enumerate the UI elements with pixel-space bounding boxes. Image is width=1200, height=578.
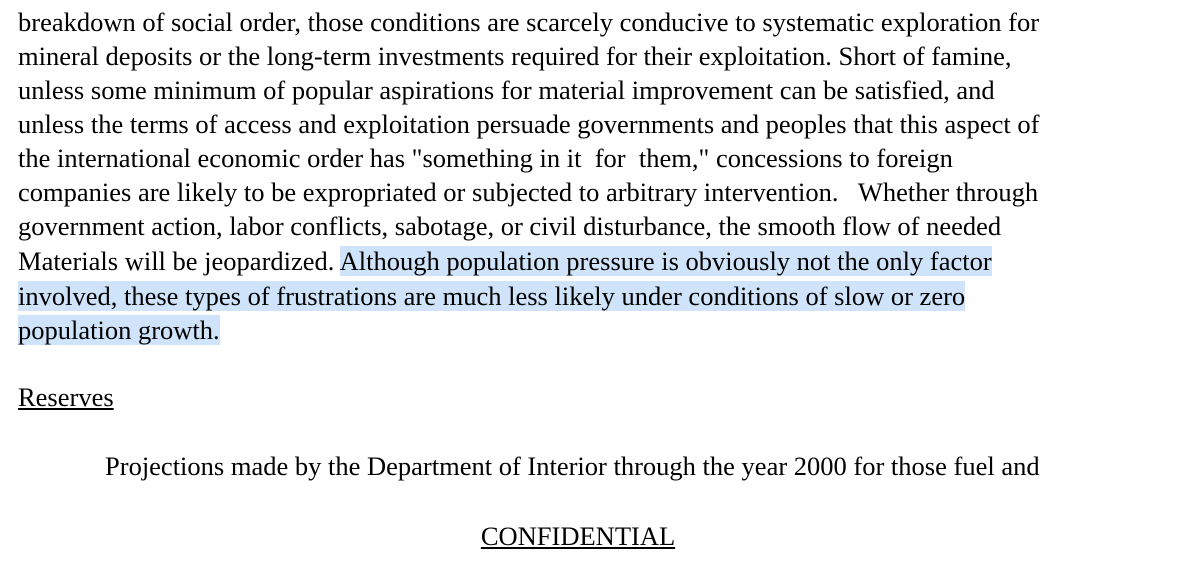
section-heading-reserves: Reserves [18, 382, 114, 412]
paragraph-line-3: unless some minimum of popular aspirations for material improvement can be satisfied, and [18, 75, 995, 105]
highlighted-text-start[interactable]: Although population pressure is obviously not the only factor [339, 246, 992, 276]
paragraph-line-4: unless the terms of access and exploitation persuade governments and peoples that this aspect of [18, 109, 1040, 139]
paragraph-line-5: the international economic order has "something in it for them," concessions to foreign [18, 143, 953, 173]
highlighted-text-end[interactable]: population growth. [18, 315, 220, 345]
paragraph-line-2: mineral deposits or the long-term investments required for their exploitation. Short of famine, [18, 41, 1012, 71]
classification-label: CONFIDENTIAL [480, 521, 676, 551]
classification-footer [0, 519, 1200, 553]
paragraph-line-10 [18, 313, 220, 347]
paragraph-line-8 [18, 244, 992, 278]
paragraph-line-9 [18, 279, 965, 313]
paragraph-line-7: government action, labor conflicts, sabotage, or civil disturbance, the smooth flow of needed [18, 211, 1002, 241]
paragraph-line-6: companies are likely to be expropriated or subjected to arbitrary intervention. Whether through [18, 177, 1039, 207]
paragraph-line-1: breakdown of social order, those conditions are scarcely conducive to systematic exploration for [18, 7, 1040, 37]
highlighted-text-middle[interactable]: involved, these types of frustrations are much less likely under conditions of slow or zero [18, 281, 966, 311]
paragraph-line-8-plain: Materials will be jeopardized. [18, 246, 340, 276]
reserves-paragraph-line-1: Projections made by the Department of Interior through the year 2000 for those fuel and [105, 451, 1040, 481]
